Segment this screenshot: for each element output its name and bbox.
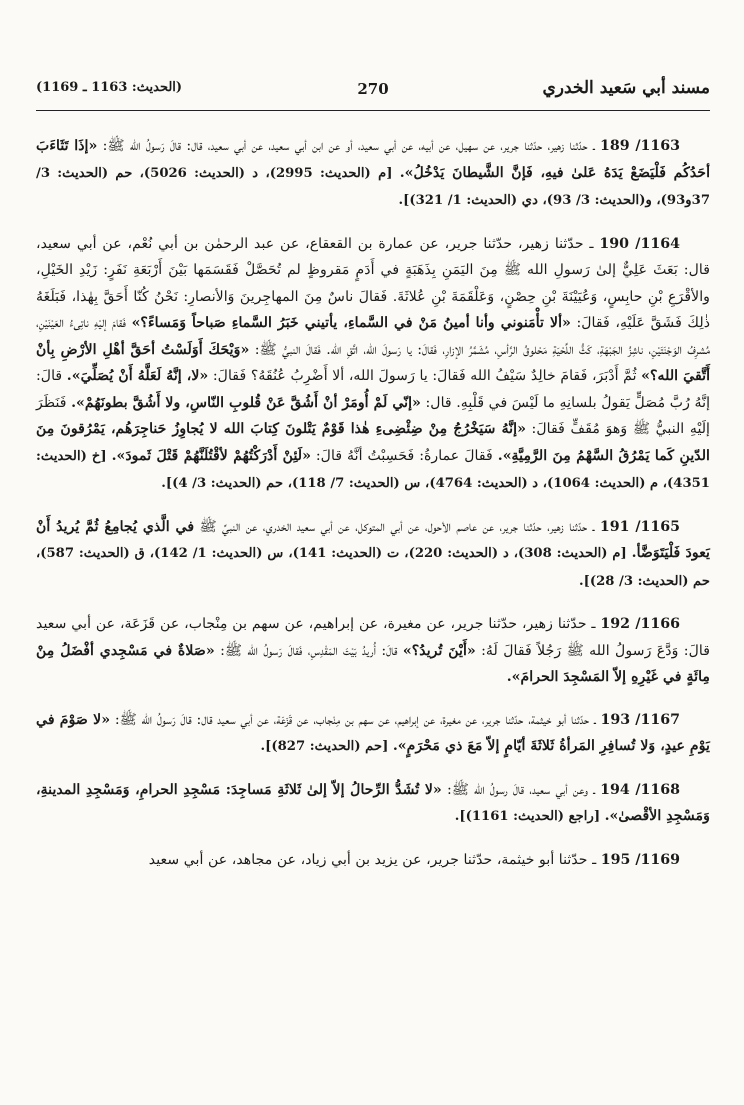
hadith-chain: ـ حدّثنا زهير، حدّثنا جرير، عن عمارة بن القعقاع، عن عبد الرحمٰن بن أبي نُعْم، عن أبي سعيد، قال: بَعَثَ عَلِيٌّ إلىٰ رَسولِ الله ﷺ مِنَ اليَمَنِ بِذَهَبَةٍ في أَدَمٍ مَقروظٍ لم تُحَصَّلْ فَقَسَمَها بَيْنَ أَرْبَعَةِ نَفَرٍ: زَيْدِ الخَيْلِ، والأقْرَعِ بْنِ حابِسٍ، وَعُيَيْنَةَ بْنِ حِصْنٍ، وَعَلْقَمَةَ بْنِ عُلاثَةَ. فَقالَ ناسٌ مِنَ المهاجِرينَ وَالأنصارِ: نَحْنُ كُنّا أَحَقَّ بِهٰذا، فَبَلَغَهُ ذٰلِكَ فَشَقَّ عَلَيْهِ، فَقالَ:: [36, 235, 711, 331]
hadith-number: 1168/ 194: [600, 781, 681, 798]
hadith-chain: ـ حدّثنا زهير، حدّثنا جرير، عن عاصم الأحول، عن أبي المتوكل، عن أبي سعيد الخدري، عن النبيِّ ﷺ: [199, 518, 595, 535]
hadith-1167: [36, 707, 710, 761]
hadith-chain: ـ حدّثنا زهير، حدّثنا جرير، عن سهيل، عن أبيه، عن أبي سعيد، أو عن ابن أبي سعيد، عن أبي سعيد، قال: قالَ رَسولُ الله ﷺ:: [102, 138, 595, 154]
hadith-quote: «لا تُشَدُّ الرِّحالُ إلاّ إلىٰ ثَلاثَةِ مَساجِدَ: مَسْجِدِ الحرامِ، وَمَسْجِدِ المدينةِ، وَمَسْجِدِ الأقْصىٰ».: [36, 781, 710, 824]
hadith-chain: ـ حدّثنا زهير، حدّثنا جرير، عن مغيرة، عن إبراهيم، عن سهم بن مِنْجاب، عن قَزَعَة، عن أبي سعيد قالَ: وَدَّعَ رَسولُ الله ﷺ رَجُلاً فَقالَ لَهُ:: [36, 616, 710, 659]
hadith-quote: «لا صَوْمَ في يَوْمِ عيدٍ، وَلا تُسافِرِ المَرأةُ ثَلاثَةَ أيّامٍ إلاّ مَعَ ذي مَحْرَمٍ».: [36, 711, 710, 754]
hadith-refs: [حم (الحديث: 827)].: [260, 739, 389, 754]
hadith-body: فَقامَ إليْهِ ناتِىءُ العَيْنَيْنِ، مُشرِفُ الوَجْنَتَيْنِ، ناشِزُ الجَبْهَةِ، كَثُّ اللِّحْيَةِ مَحْلوقُ الرَّأسِ، مُشَمَّرُ الإزارِ، فَقالَ: يا رَسولَ الله، اتَّقِ الله. فَقالَ النبيُّ ﷺ:: [36, 315, 710, 358]
hadith-refs: [راجع (الحديث: 1161)].: [454, 809, 601, 824]
hadith-quote: «أَيْنَ تُريدُ؟»: [402, 642, 476, 659]
hadith-1165: [36, 514, 710, 596]
hadith-chain: ـ حدّثنا أبو خيثمة، حدّثنا جرير، عن يزيد بن أبي زياد، عن مجاهد، عن أبي سعيد: [148, 851, 597, 868]
hadith-quote: «إنَّهُ سَيَخْرُجُ مِنْ ضِئْضِىءِ هٰذا قَوْمٌ يَتْلونَ كِتابَ الله لا يُجاوِزُ حَناجِرَهُم، يَمْرُقونَ مِنَ الدّينِ كَما يَمْرُقُ السَّهْمُ مِنَ الرَّمِيَّةِ».: [36, 421, 710, 464]
hadith-body: قالَ: إنَّهُ رُبَّ مُصَلٍّ يَقولُ بلسانِهِ ما لَيْسَ في قَلْبِهِ. قال:: [36, 368, 711, 411]
hadith-number: 1169/ 195: [600, 851, 680, 868]
hadith-chain: ـ وعن أبي سعيد، قالَ رسولُ الله ﷺ:: [446, 781, 595, 798]
hadith-1168: [36, 777, 710, 831]
page-number: 270: [357, 80, 389, 98]
hadith-quote: «إذَا تَثَاءَبَ أحَدُكُم فَلْيَضَعْ يَدَهُ عَلىٰ فيهِ، فَإنَّ الشَّيطانَ يَدْخُلُ».: [36, 138, 711, 181]
hadith-1163: [36, 133, 710, 215]
hadith-quote: في الَّذي يُجامِعُ ثُمَّ يُريدُ أَنْ يَعودَ فَلْيَتَوَضَّأ.: [36, 518, 710, 561]
hadith-number: 1164/ 190: [599, 235, 680, 252]
hadith-number: 1166/ 192: [600, 616, 680, 632]
hadith-quote: «ألا تأْمَنوني وأنا أمينُ مَنْ في السَّماءِ، يأتيني خَبَرُ السَّماءِ صَباحاً وَمَساءً؟»: [131, 315, 571, 331]
hadith-quote: «وَيْحَكَ أَوَلَسْتُ أحَقَّ أهْلِ الأرْضِ بِأنْ أَتَّقيَ الله؟»: [36, 341, 711, 384]
hadith-quote: «لا، إنَّهُ لَعَلَّهُ أَنْ يُصَلِّيَ».: [66, 368, 209, 384]
hadith-body: قالَ: أُريدُ بَيْتَ المَقْدِسِ، فَقالَ رَسولُ الله ﷺ:: [220, 642, 398, 659]
hadith-quote: «صَلاةٌ في مَسْجِدي أفْضَلُ مِنْ مِائَةٍ في غَيْرِهِ إلاّ المَسْجِدَ الحرامَ».: [36, 642, 710, 685]
hadith-quote: «إنّي لَمْ أُومَرْ أنْ أَشُقَّ عَنْ قُلوبِ النّاسِ، ولا أَشُقَّ بطونَهُمْ».: [71, 394, 421, 411]
hadith-chain: ـ حدّثنا أبو خيثمة، حدّثنا جرير، عن مغيرة، عن إبراهيم، عن سهم بن مِنْجاب، عن قَزَعَة، عن أبي سعيد قال: قالَ رَسولُ الله ﷺ:: [114, 711, 596, 728]
hadith-quote: «لَئِنْ أَدْرَكْتُهُمْ لأقْتُلَنَّهُمْ قَتْلَ ثَمودَ».: [111, 447, 311, 464]
hadith-body: ثُمَّ أَدْبَرَ، فَقامَ خالِدٌ سَيْفُ الله فَقالَ: يا رَسولَ الله، ألا أَضْرِبُ عُنُقَهُ؟ فَقالَ:: [212, 368, 637, 384]
hadith-1166: [36, 611, 710, 691]
page-content: [36, 133, 710, 873]
hadith-refs: [م (الحديث: 308)، د (الحديث: 220)، ت (الحديث: 141)، س (الحديث: 1/ 142)، ق (الحديث: 587)، حم (الحديث: 3/ 28)].: [36, 546, 710, 589]
hadith-range: (الحديث: 1163 ـ 1169): [36, 80, 183, 95]
hadith-number: 1165/ 191: [599, 518, 681, 535]
hadith-refs: [م (الحديث: 2995)، د (الحديث: 5026)، حم (الحديث: 3/ 37و93)، و(الحديث: 3/ 93)، دي (الحديث: 1/ 321)].: [36, 165, 710, 208]
hadith-number: 1167/ 193: [600, 711, 680, 728]
page-header: [36, 70, 710, 111]
book-title: مسند أبي سَعيد الخدري: [542, 78, 710, 98]
hadith-1169: [36, 847, 710, 874]
hadith-body: فَقالَ عمارةُ: فَحَسِبْتُ أنَّهُ قالَ:: [315, 447, 493, 464]
hadith-1164: [36, 231, 710, 498]
hadith-refs: [خ (الحديث: 4351)، م (الحديث: 1064)، د (الحديث: 4764)، س (الحديث: 7/ 118)، حم (الحديث: 3/ 4)].: [36, 448, 710, 491]
hadith-body: فَنَظَرَ إلَيْهِ النبيُّ ﷺ وَهوَ مُقَفٍّ فَقالَ:: [36, 394, 710, 437]
hadith-number: 1163/ 189: [600, 138, 681, 154]
